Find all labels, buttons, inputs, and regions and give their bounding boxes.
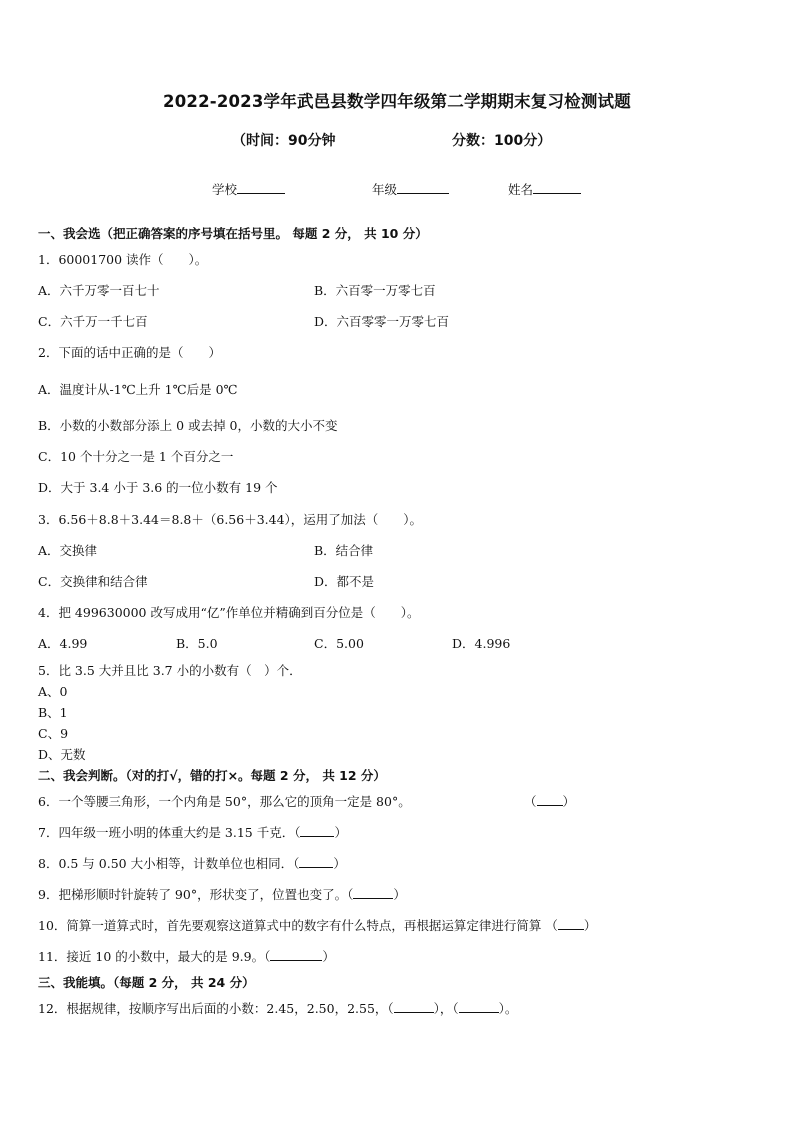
grade-label: 年级 <box>372 182 398 197</box>
q5-option-c: C、9 <box>38 726 69 741</box>
q1-option-d: D．六百零零一万零七百 <box>314 314 450 329</box>
q7-text: 7．四年级一班小明的体重大约是 3.15 千克．（ <box>38 825 301 840</box>
q11-text: 11．接近 10 的小数中，最大的是 9.9。（ <box>38 949 271 964</box>
q3-stem: 3．6.56＋8.8＋3.44＝8.8＋（6.56＋3.44），运用了加法（ ）。 <box>38 512 423 527</box>
q2-option-a: A．温度计从-1℃上升 1℃后是 0℃ <box>38 382 238 397</box>
q6-answer <box>524 792 575 810</box>
q5-option-b: B、1 <box>38 705 68 720</box>
grade-field <box>372 180 449 198</box>
q2-stem: 2．下面的话中正确的是（ ） <box>38 345 221 360</box>
q8-text: 8．0.5 与 0.50 大小相等，计数单位也相同．（ <box>38 856 300 871</box>
q8-blank <box>299 867 333 868</box>
exam-title: 2022-2023学年武邑县数学四年级第二学期期末复习检测试题 <box>163 92 631 111</box>
q4-option-a: A．4.99 <box>38 636 88 651</box>
q4-option-d: D．4.996 <box>452 636 511 651</box>
q1-option-a: A．六千万零一百七十 <box>38 283 160 298</box>
exam-time: （时间：90分钟 <box>232 133 336 149</box>
q12-line <box>38 999 517 1017</box>
q2-option-d: D．大于 3.4 小于 3.6 的一位小数有 19 个 <box>38 480 278 495</box>
q12-blank-1 <box>394 1012 434 1013</box>
q3-option-a: A．交换律 <box>38 543 98 558</box>
exam-score: 分数：100分） <box>452 133 552 149</box>
q6-close: ） <box>562 794 576 809</box>
school-blank <box>237 193 285 194</box>
q3-option-b: B．结合律 <box>314 543 374 558</box>
q12-blank-2 <box>459 1012 499 1013</box>
q6-blank <box>537 805 563 806</box>
q2-option-b: B．小数的小数部分添上 0 或去掉 0，小数的大小不变 <box>38 418 338 433</box>
q7-close: ） <box>334 825 347 840</box>
q10-close: ） <box>583 918 597 933</box>
q9-text: 9．把梯形顺时针旋转了 90°，形状变了，位置也变了。（ <box>38 887 354 902</box>
q11-close: ） <box>322 949 335 964</box>
q10-blank <box>558 929 584 930</box>
q4-option-c: C．5.00 <box>314 636 364 651</box>
q12-mid: ），（ <box>433 1001 459 1016</box>
q4-stem: 4．把 499630000 改写成用“亿”作单位并精确到百分位是（ ）。 <box>38 605 420 620</box>
school-field <box>212 180 285 198</box>
name-blank <box>533 193 581 194</box>
q6-text: 6．一个等腰三角形，一个内角是 50°，那么它的顶角一定是 80°。 <box>38 794 411 809</box>
q9-blank <box>353 898 393 899</box>
section3-heading: 三、我能填。（每题 2 分， 共 24 分） <box>38 975 255 990</box>
grade-blank <box>397 193 449 194</box>
q4-option-b: B．5.0 <box>176 636 218 651</box>
q1-stem: 1．60001700 读作（ ）。 <box>38 252 208 267</box>
section2-heading: 二、我会判断。（对的打√，错的打×。每题 2 分， 共 12 分） <box>38 768 386 783</box>
q10-text: 10．简算一道算式时，首先要观察这道算式中的数字有什么特点，再根据运算定律进行简算 （ <box>38 918 558 933</box>
q7-line <box>38 823 347 841</box>
q6-open: （ <box>524 794 537 809</box>
q2-option-c: C．10 个十分之一是 1 个百分之一 <box>38 449 234 464</box>
school-label: 学校 <box>212 182 238 197</box>
name-field <box>508 180 581 198</box>
q7-blank <box>300 836 334 837</box>
q8-line <box>38 854 346 872</box>
q1-option-c: C．六千万一千七百 <box>38 314 148 329</box>
q1-option-b: B．六百零一万零七百 <box>314 283 436 298</box>
q3-option-d: D．都不是 <box>314 574 375 589</box>
q8-close: ） <box>333 856 346 871</box>
section1-heading: 一、我会选（把正确答案的序号填在括号里。 每题 2 分， 共 10 分） <box>38 226 428 241</box>
q9-line <box>38 885 406 903</box>
q9-close: ） <box>393 887 406 902</box>
q5-option-d: D、无数 <box>38 747 86 762</box>
name-label: 姓名 <box>508 182 534 197</box>
q10-line <box>38 916 596 934</box>
q12-text: 12．根据规律，按顺序写出后面的小数：2.45，2.50，2.55，（ <box>38 1001 394 1016</box>
q11-line <box>38 947 335 965</box>
q3-option-c: C．交换律和结合律 <box>38 574 148 589</box>
q5-option-a: A、0 <box>38 684 68 699</box>
q5-stem: 5．比 3.5 大并且比 3.7 小的小数有（ ）个． <box>38 663 302 678</box>
q11-blank <box>270 960 322 961</box>
q12-close: ）。 <box>498 1001 518 1016</box>
